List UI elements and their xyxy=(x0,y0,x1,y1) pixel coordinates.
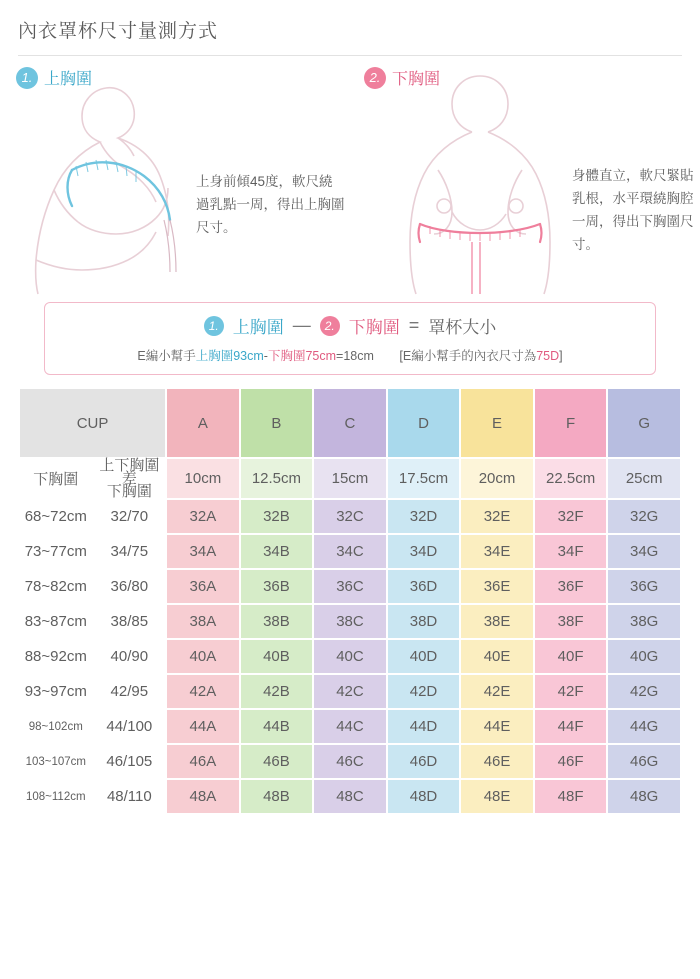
under-bust-figure xyxy=(376,74,586,296)
table-diff-row xyxy=(20,459,680,498)
table-row xyxy=(20,605,680,638)
cell-size: 44E xyxy=(461,710,533,743)
note-suffix: ] xyxy=(559,349,563,363)
row-band-range: 73~77cm xyxy=(24,543,87,560)
cell-size: 32A xyxy=(167,500,239,533)
step-2-panel xyxy=(350,64,700,296)
cell-size: 42A xyxy=(167,675,239,708)
table-row xyxy=(20,710,680,743)
step-2-label: 下胸圍 xyxy=(392,71,441,88)
cell-size: 44B xyxy=(241,710,313,743)
cell-size: 38B xyxy=(241,605,313,638)
row-band-size: 42/95 xyxy=(110,683,149,700)
diff-value-e: 20cm xyxy=(461,459,533,498)
diff-value-b: 12.5cm xyxy=(241,459,313,498)
row-band-range: 93~97cm xyxy=(24,683,87,700)
cell-size: 38D xyxy=(388,605,460,638)
cell-size: 34G xyxy=(608,535,680,568)
cell-size: 48D xyxy=(388,780,460,813)
row-band-size: 34/75 xyxy=(110,543,149,560)
example-prefix: E編小幫手 xyxy=(137,349,196,363)
formula-equals-operator: = xyxy=(408,315,420,335)
cell-size: 42C xyxy=(314,675,386,708)
cell-size: 46B xyxy=(241,745,313,778)
cell-size: 44F xyxy=(535,710,607,743)
cell-size: 40B xyxy=(241,640,313,673)
cup-header-g: G xyxy=(608,389,680,457)
cell-size: 40E xyxy=(461,640,533,673)
cell-size: 38F xyxy=(535,605,607,638)
formula-term-upper: 上胸圍 xyxy=(232,318,284,337)
formula-equation xyxy=(53,313,647,338)
cell-size: 48E xyxy=(461,780,533,813)
row-band-size: 40/90 xyxy=(110,648,149,665)
example-note xyxy=(399,349,562,363)
cell-size: 38E xyxy=(461,605,533,638)
cell-size: 32C xyxy=(314,500,386,533)
cell-size: 40D xyxy=(388,640,460,673)
cell-size: 32D xyxy=(388,500,460,533)
note-prefix: [E編小幫手的內衣尺寸為 xyxy=(399,349,537,363)
cell-size: 32G xyxy=(608,500,680,533)
cell-size: 44A xyxy=(167,710,239,743)
cell-size: 48G xyxy=(608,780,680,813)
row-band-range: 68~72cm xyxy=(24,508,87,525)
cup-header-b: B xyxy=(241,389,313,457)
example-dash: - xyxy=(263,349,268,363)
formula-box xyxy=(44,302,656,375)
cell-size: 46E xyxy=(461,745,533,778)
page-title: 內衣罩杯尺寸量測方式 xyxy=(18,21,219,42)
cell-size: 34C xyxy=(314,535,386,568)
cell-size: 48A xyxy=(167,780,239,813)
diff-label-line1: 上下胸圍差 xyxy=(99,457,160,487)
diff-label-line2: 下胸圍 xyxy=(106,483,152,500)
example-upper-value: 上胸圍93cm xyxy=(195,349,264,363)
cell-size: 46A xyxy=(167,745,239,778)
diff-value-f: 22.5cm xyxy=(535,459,607,498)
upper-bust-figure xyxy=(10,84,220,296)
cell-size: 42B xyxy=(241,675,313,708)
step-1-caption: 上身前傾45度，軟尺繞過乳點一周，得出上胸圍尺寸。 xyxy=(196,174,345,235)
cell-size: 38C xyxy=(314,605,386,638)
cell-size: 44C xyxy=(314,710,386,743)
cell-size: 46F xyxy=(535,745,607,778)
step-2-number: 2. xyxy=(364,67,386,89)
step-1-panel xyxy=(0,64,350,296)
formula-step-2-number: 2. xyxy=(320,316,340,336)
formula-minus-operator: — xyxy=(292,315,311,335)
cell-size: 46G xyxy=(608,745,680,778)
example-suffix: =18cm xyxy=(336,349,374,363)
cup-header-e: E xyxy=(461,389,533,457)
cell-size: 34E xyxy=(461,535,533,568)
cell-size: 34B xyxy=(241,535,313,568)
row-band-size: 44/100 xyxy=(106,718,153,735)
cell-size: 40C xyxy=(314,640,386,673)
table-header-row xyxy=(20,389,680,457)
row-band-range: 108~112cm xyxy=(25,790,86,803)
cup-header-c: C xyxy=(314,389,386,457)
row-band-size: 46/105 xyxy=(106,753,153,770)
cup-header-f: F xyxy=(535,389,607,457)
cell-size: 36D xyxy=(388,570,460,603)
cell-size: 32E xyxy=(461,500,533,533)
cell-size: 34F xyxy=(535,535,607,568)
cup-header-a: A xyxy=(167,389,239,457)
row-band-size: 32/70 xyxy=(110,508,149,525)
row-band-size: 36/80 xyxy=(110,578,149,595)
cell-size: 44G xyxy=(608,710,680,743)
table-row xyxy=(20,535,680,568)
cell-size: 32F xyxy=(535,500,607,533)
cell-size: 38A xyxy=(167,605,239,638)
cell-size: 36C xyxy=(314,570,386,603)
table-row xyxy=(20,675,680,708)
row-band-size: 38/85 xyxy=(110,613,149,630)
cell-size: 36A xyxy=(167,570,239,603)
cell-size: 42F xyxy=(535,675,607,708)
cell-size: 32B xyxy=(241,500,313,533)
step-1-label: 上胸圍 xyxy=(44,71,93,88)
cell-size: 42E xyxy=(461,675,533,708)
row-band-range: 98~102cm xyxy=(28,720,83,733)
cell-size: 36F xyxy=(535,570,607,603)
diff-value-c: 15cm xyxy=(314,459,386,498)
note-size-value: 75D xyxy=(536,349,560,363)
cell-size: 40G xyxy=(608,640,680,673)
cell-size: 46C xyxy=(314,745,386,778)
cell-size: 48C xyxy=(314,780,386,813)
band-column-label: 下胸圍 xyxy=(33,471,79,488)
formula-term-lower: 下胸圍 xyxy=(348,318,400,337)
diff-value-d: 17.5cm xyxy=(388,459,460,498)
cell-size: 48F xyxy=(535,780,607,813)
cell-size: 48B xyxy=(241,780,313,813)
cell-size: 46D xyxy=(388,745,460,778)
row-band-range: 78~82cm xyxy=(24,578,87,595)
cell-size: 34D xyxy=(388,535,460,568)
diff-value-a: 10cm xyxy=(167,459,239,498)
example-lower-value: 下胸圍75cm xyxy=(267,349,337,363)
table-row xyxy=(20,500,680,533)
cell-size: 36G xyxy=(608,570,680,603)
row-band-range: 103~107cm xyxy=(25,755,86,768)
cell-size: 36B xyxy=(241,570,313,603)
cell-size: 40A xyxy=(167,640,239,673)
table-row xyxy=(20,640,680,673)
table-row xyxy=(20,745,680,778)
step-1-number: 1. xyxy=(16,67,38,89)
cup-header-label: CUP xyxy=(20,389,165,457)
cell-size: 40F xyxy=(535,640,607,673)
cell-size: 42D xyxy=(388,675,460,708)
formula-step-1-number: 1. xyxy=(204,316,224,336)
table-row xyxy=(20,780,680,813)
cell-size: 36E xyxy=(461,570,533,603)
diff-column-label xyxy=(94,459,166,498)
cell-size: 38G xyxy=(608,605,680,638)
cell-size: 44D xyxy=(388,710,460,743)
formula-example xyxy=(53,346,647,364)
diff-value-g: 25cm xyxy=(608,459,680,498)
row-band-size: 48/110 xyxy=(106,788,152,805)
formula-result: 罩杯大小 xyxy=(428,318,497,337)
cup-header-d: D xyxy=(388,389,460,457)
header-divider xyxy=(18,55,682,56)
row-band-range: 88~92cm xyxy=(24,648,87,665)
step-2-caption: 身體直立，軟尺緊貼乳根，水平環繞胸腔一周，得出下胸圍尺寸。 xyxy=(572,168,694,252)
size-table xyxy=(18,387,682,815)
cell-size: 42G xyxy=(608,675,680,708)
row-band-range: 83~87cm xyxy=(24,613,87,630)
cell-size: 34A xyxy=(167,535,239,568)
illustration-section xyxy=(0,64,700,296)
table-row xyxy=(20,570,680,603)
